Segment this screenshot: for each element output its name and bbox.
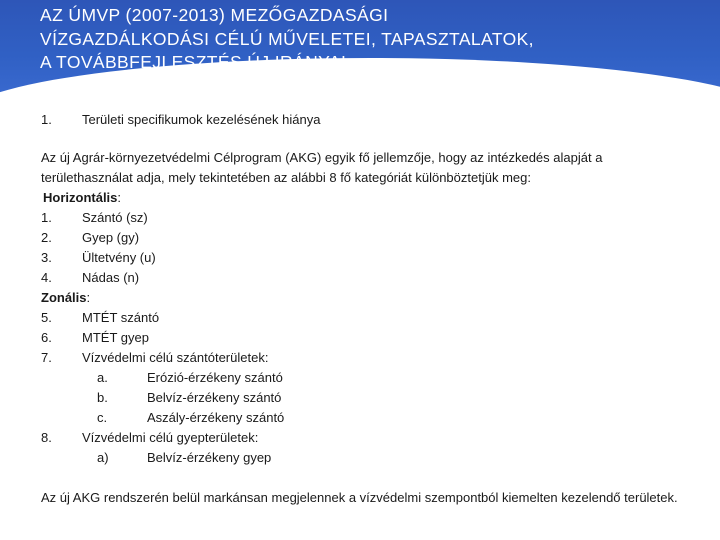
list-number: 2. — [41, 230, 52, 245]
horizontal-heading — [43, 188, 121, 208]
sub-list-label: Aszály-érzékeny szántó — [147, 410, 285, 425]
list-item — [41, 428, 259, 448]
list-label: Gyep (gy) — [82, 230, 140, 245]
list-label: MTÉT gyep — [82, 330, 149, 345]
title-line-1: AZ ÚMVP (2007-2013) MEZŐGAZDASÁGI — [40, 5, 389, 25]
list-label: Nádas (n) — [82, 270, 140, 285]
list-item — [41, 228, 140, 248]
section-number: 1. — [41, 112, 52, 127]
list-item — [41, 208, 148, 228]
title-banner — [0, 0, 720, 100]
sub-list-number: a. — [97, 370, 108, 385]
list-number: 8. — [41, 430, 52, 445]
sub-list-number: c. — [97, 410, 108, 425]
list-number: 4. — [41, 270, 52, 285]
list-number: 1. — [41, 210, 52, 225]
slide-title — [40, 4, 700, 75]
horizontal-label: Horizontális — [43, 190, 118, 205]
list-label: Szántó (sz) — [82, 210, 148, 225]
horizontal-colon: : — [117, 190, 122, 205]
list-item — [41, 328, 149, 348]
zonal-heading — [41, 288, 90, 308]
zonal-label: Zonális — [41, 290, 87, 305]
intro-paragraph: Az új Agrár-környezetvédelmi Célprogram (AKG) egyik fő jellemzője, hogy az intézkedés alapját a területhasználat adja, mely tekintetében az alábbi 8 fő kategóriát különböztetjük meg: — [41, 150, 603, 185]
closing-paragraph: Az új AKG rendszerén belül markánsan megjelennek a vízvédelmi szempontból kiemelten kezelendő területek. — [41, 490, 678, 505]
sub-list-number: b. — [97, 390, 108, 405]
list-label: Ültetvény (u) — [82, 250, 156, 265]
title-line-2: VÍZGAZDÁLKODÁSI CÉLÚ MŰVELETEI, TAPASZTALATOK, — [40, 28, 534, 49]
title-line-3: A TOVÁBBFEJLESZTÉS ÚJ IRÁNYAI — [40, 52, 347, 72]
list-number: 5. — [41, 310, 52, 325]
list-label: Vízvédelmi célú szántóterületek: — [82, 350, 269, 365]
list-item — [41, 248, 156, 268]
list-item — [41, 348, 269, 368]
sub-list-number: a) — [97, 450, 109, 465]
list-item — [41, 268, 140, 288]
list-label: MTÉT szántó — [82, 310, 160, 325]
section-title: Területi specifikumok kezelésének hiánya — [82, 112, 321, 127]
sub-list-label: Belvíz-érzékeny szántó — [147, 390, 282, 405]
sub-list-label: Belvíz-érzékeny gyep — [147, 450, 272, 465]
list-label: Vízvédelmi célú gyepterületek: — [82, 430, 259, 445]
sub-list-label: Erózió-érzékeny szántó — [147, 370, 283, 385]
list-item — [41, 308, 160, 328]
zonal-colon: : — [86, 290, 91, 305]
list-number: 3. — [41, 250, 52, 265]
list-number: 7. — [41, 350, 52, 365]
list-number: 6. — [41, 330, 52, 345]
